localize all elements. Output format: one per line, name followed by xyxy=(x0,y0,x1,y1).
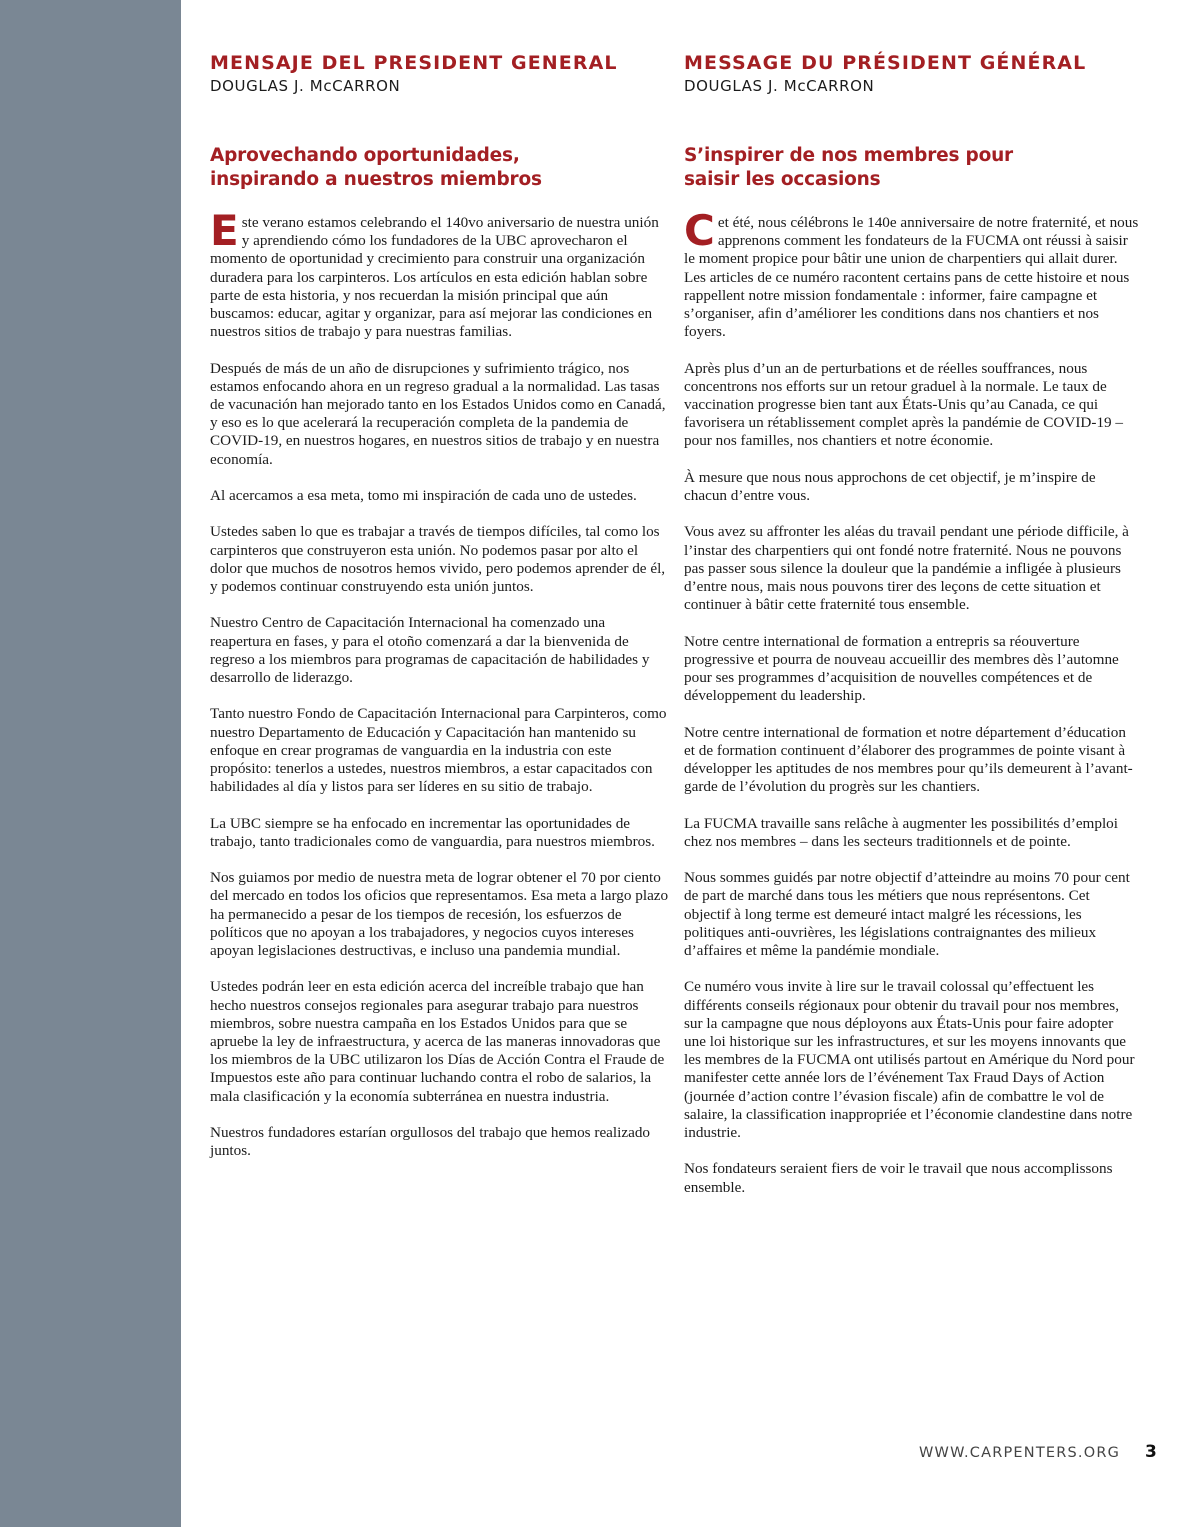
article-title-fr-line1: S’inspirer de nos membres pour xyxy=(684,145,1013,166)
sidebar-band xyxy=(0,0,181,1527)
paragraph: Ce numéro vous invite à lire sur le travail colossal qu’effectuent les différents conseils régionaux pour obtenir du travail pour nos membres, sur la campagne que nous déployons aux États-Unis pour faire adopter une loi historique sur les infrastructures, et sur les moyens innovants que les membres de la FUCMA ont utilisés partout en Amérique du Nord pour manifester cette année lors de l’événement Tax Fraud Days of Action (journée d’action contre l’évasion fiscale) afin de combattre le vol de salaire, la classification inappropriée et l’économie clandestine dans notre industrie. xyxy=(684,978,1135,1142)
french-column xyxy=(684,50,1139,1196)
paragraph xyxy=(210,206,670,341)
paragraph: Al acercamos a esa meta, tomo mi inspiración de cada uno de ustedes. xyxy=(210,487,637,505)
paragraph-text: ste verano estamos celebrando el 140vo aniversario de nuestra unión y aprendiendo cómo los fundadores de la UBC aprovecharon el momento de oportunidad y crecimiento para construir una organización duradera para los carpinteros. Los artículos en esta edición hablan sobre parte de esta historia, y nos recuerdan la misión principal que aún buscamos: educar, agitar y organizar, para así mejorar las condiciones en nuestros sitios de trabajo y para nuestras familias. xyxy=(210,214,659,341)
author-name-fr: DOUGLAS J. McCARRON xyxy=(684,77,875,95)
paragraph: Ustedes saben lo que es trabajar a través de tiempos difíciles, tal como los carpinteros que construyeron esta unión. No podemos pasar por alto el dolor que muchos de nosotros hemos vivido, pero podemos aprender de él, y podemos continuar construyendo esta unión juntos. xyxy=(210,523,666,596)
section-header-fr: MESSAGE DU PRÉSIDENT GÉNÉRAL xyxy=(684,52,1087,74)
article-title-es-line1: Aprovechando oportunidades, xyxy=(210,145,520,166)
paragraph: Tanto nuestro Fondo de Capacitación Internacional para Carpinteros, como nuestro Departamento de Educación y Capacitación han mantenido su enfoque en crear programas de vanguardia en la industria con este propósito: tenerlos a ustedes, nuestros miembros, a estar capacitados con habilidades al día y listos para ser líderes en su sitio de trabajo. xyxy=(210,705,667,796)
article-title-fr-line2: saisir les occasions xyxy=(684,169,881,190)
paragraph: À mesure que nous nous approchons de cet objectif, je m’inspire de chacun d’entre vous. xyxy=(684,468,1096,505)
paragraph-text: et été, nous célébrons le 140e anniversaire de notre fraternité, et nous apprenons comment les fondateurs de la FUCMA ont réussi à saisir le moment propice pour bâtir une union de charpentiers qui allait durer. Les articles de ce numéro racontent certains pans de cette histoire et nous rappellent notre mission fondamentale : informer, faire campagne et s’organiser, afin d’améliorer les conditions dans nos chantiers et nos foyers. xyxy=(684,214,1139,341)
paragraph: La UBC siempre se ha enfocado en incrementar las oportunidades de trabajo, tanto tradicionales como de vanguardia, para nuestros miembros. xyxy=(210,814,655,850)
paragraph: Nos guiamos por medio de nuestra meta de lograr obtener el 70 por ciento del mercado en todos los oficios que representamos. Esa meta a largo plazo ha permanecido a pesar de los tiempos de recesión, los esfuerzos de políticos que no apoyan a los trabajadores, y negocios cuyos intereses apoyan legislaciones destructivas, e incluso una pandemia mundial. xyxy=(210,869,669,960)
paragraph: Nuestro Centro de Capacitación Internacional ha comenzado una reapertura en fases, y para el otoño comenzará a dar la bienvenida de regreso a los miembros para programas de capacitación de habilidades y desarrollo de liderazgo. xyxy=(210,614,650,687)
article-title-es-line2: inspirando a nuestros miembros xyxy=(210,169,542,190)
paragraph: Nous sommes guidés par notre objectif d’atteindre au moins 70 pour cent de part de marché dans tous les métiers que nous représentons. Cet objectif à long terme est demeuré intact malgré les récessions, les politiques anti-ouvrières, les législations contraignantes des milieux d’affaires et même la pandémie mondiale. xyxy=(684,869,1130,960)
paragraph: Notre centre international de formation et notre département d’éducation et de formation continuent d’élaborer des programmes de pointe visant à développer les aptitudes de nos membres pour qu’ils demeurent à l’avant-garde de l’évolution du progrès sur les chantiers. xyxy=(684,723,1133,796)
paragraph: La FUCMA travaille sans relâche à augmenter les possibilités d’emploi chez nos membres – dans les secteurs traditionnels et de pointe. xyxy=(684,814,1118,850)
website-url: WWW.CARPENTERS.ORG xyxy=(919,1445,1121,1461)
paragraph xyxy=(684,206,1139,341)
paragraph: Notre centre international de formation a entrepris sa réouverture progressive et pourra de nouveau accueillir des membres dès l’automne pour ses programmes d’acquisition de nouvelles compétences et de développement du leadership. xyxy=(684,632,1119,705)
paragraph: Después de más de un año de disrupciones y sufrimiento trágico, nos estamos enfocando ahora en un regreso gradual a la normalidad. Las tasas de vacunación han mejorado tanto en los Estados Unidos como en Canadá, y eso es lo que acelerará la recuperación completa de la pandemia de COVID-19, en nuestros hogares, en nuestros sitios de trabajo y en nuestra economía. xyxy=(210,359,666,468)
article-title-fr xyxy=(684,144,1013,192)
article-body-es xyxy=(210,206,670,1179)
paragraph: Après plus d’un an de perturbations et de réelles souffrances, nous concentrons nos efforts sur un retour graduel à la normale. Le taux de vaccination progresse bien tant aux États-Unis qu’au Canada, ce qui favorisera un rétablissement complet après la pandémie de COVID-19 – pour nos familles, nos chantiers et notre économie. xyxy=(684,359,1124,450)
article-body-fr xyxy=(684,206,1139,1215)
paragraph: Nuestros fundadores estarían orgullosos del trabajo que hemos realizado juntos. xyxy=(210,1124,651,1160)
paragraph: Nos fondateurs seraient fiers de voir le travail que nous accomplissons ensemble. xyxy=(684,1160,1113,1196)
drop-cap: E xyxy=(210,206,239,255)
author-name-es: DOUGLAS J. McCARRON xyxy=(210,77,401,95)
section-header-es: MENSAJE DEL PRESIDENT GENERAL xyxy=(210,52,618,74)
paragraph: Vous avez su affronter les aléas du travail pendant une période difficile, à l’instar des charpentiers qui ont fondé notre fraternité. Nous ne pouvons pas passer sous silence la douleur que la pandémie a infligée à plusieurs d’entre nous, mais nous pouvons tirer des leçons de cette situation et continuer à bâtir cette fraternité tous ensemble. xyxy=(684,523,1129,614)
drop-cap: C xyxy=(684,206,715,255)
page-number: 3 xyxy=(1145,1442,1157,1462)
article-title-es xyxy=(210,144,542,192)
spanish-column xyxy=(210,50,670,1160)
paragraph: Ustedes podrán leer en esta edición acerca del increíble trabajo que han hecho nuestros consejos regionales para asegurar trabajo para nuestros miembros, sobre nuestra campaña en los Estados Unidos para que se apruebe la ley de infraestructura, y acerca de las maneras innovadoras que los miembros de la UBC utilizaron los Días de Acción Contra el Fraude de Impuestos este año para continuar luchando contra el robo de salarios, la mala clasificación y la economía subterránea en nuestra industria. xyxy=(210,978,665,1105)
